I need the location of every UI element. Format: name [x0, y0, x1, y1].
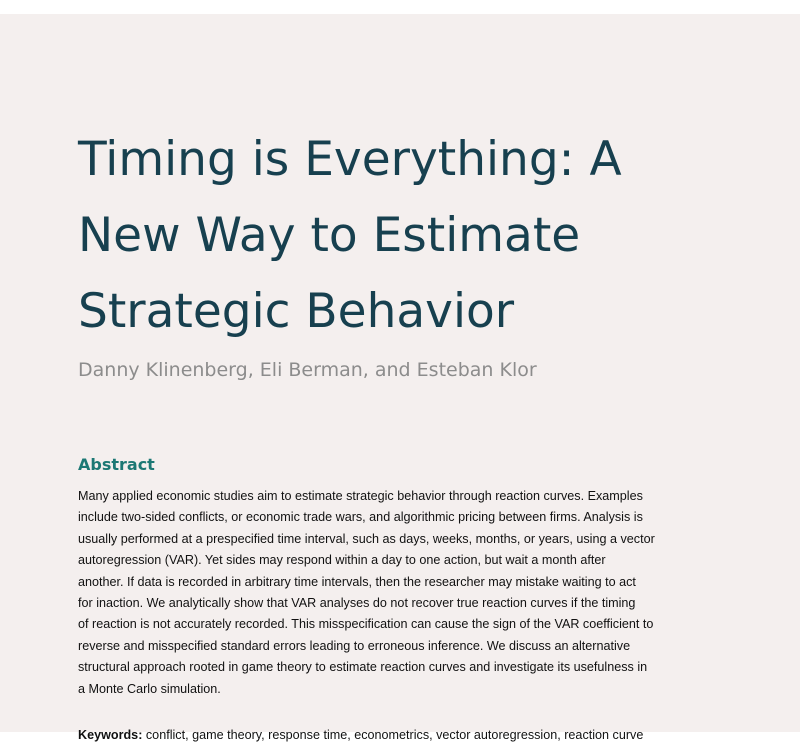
abstract-line: for inaction. We analytically show that VAR analyses do not recover true reaction curves if the timing [78, 596, 636, 611]
title-line: Timing is Everything: A [78, 132, 622, 187]
keywords-list: conflict, game theory, response time, econometrics, vector autoregression, reaction curve [142, 728, 644, 742]
keywords [78, 725, 643, 746]
abstract-line: autoregression (VAR). Yet sides may respond within a day to one action, but wait a month after [78, 553, 606, 568]
abstract-text [78, 486, 728, 700]
abstract-line: of reaction is not accurately recorded. This misspecification can cause the sign of the VAR coefficient to [78, 617, 654, 632]
abstract-line: another. If data is recorded in arbitrary time intervals, then the researcher may mistake waiting to act [78, 574, 636, 589]
abstract-line: include two-sided conflicts, or economic trade wars, and algorithmic pricing between firms. Analysis is [78, 510, 643, 525]
abstract-line: usually performed at a prespecified time interval, such as days, weeks, months, or years, using a vector [78, 531, 655, 546]
author-list: Danny Klinenberg, Eli Berman, and Esteban Klor [78, 359, 537, 381]
abstract-line: structural approach rooted in game theory to estimate reaction curves and investigate its usefulness in [78, 660, 648, 675]
abstract-line: a Monte Carlo simulation. [78, 681, 221, 696]
title-line: Strategic Behavior [78, 284, 515, 339]
keywords-label: Keywords: [78, 728, 143, 742]
title-line: New Way to Estimate [78, 208, 581, 263]
abstract-line: Many applied economic studies aim to estimate strategic behavior through reaction curves. Examples [78, 489, 643, 503]
abstract-line: reverse and misspecified standard errors leading to erroneous inference. We discuss an alternative [78, 638, 631, 653]
paper-page [0, 14, 800, 742]
abstract-heading: Abstract [78, 455, 155, 474]
paper-title [78, 122, 778, 350]
